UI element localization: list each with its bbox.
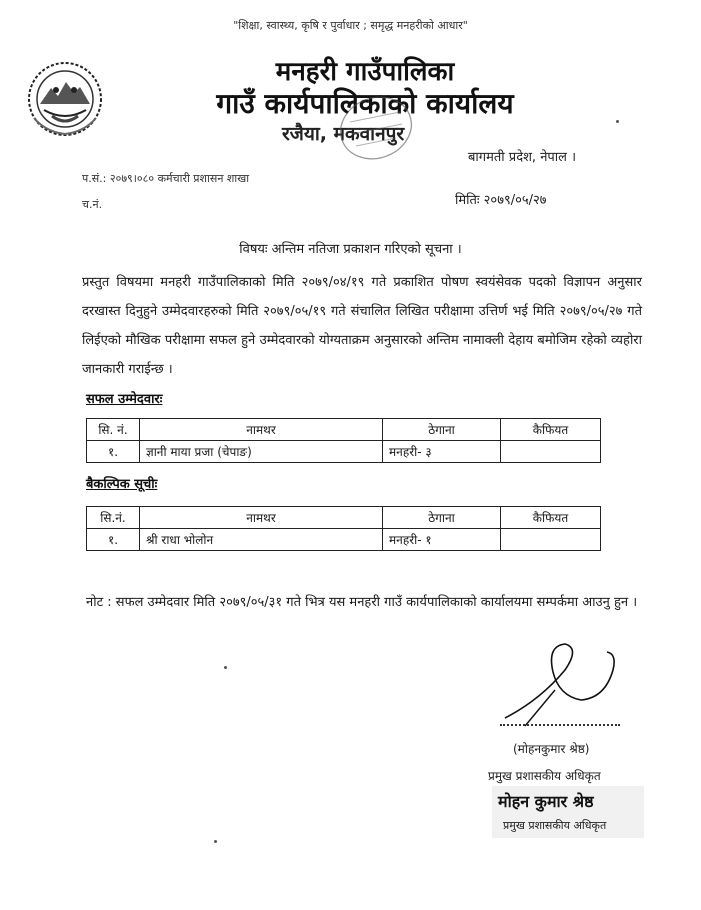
letter-date: मितिः २०७९/०५/२७ bbox=[455, 193, 547, 208]
cell-address: मनहरी- १ bbox=[383, 529, 501, 551]
cell-remarks bbox=[501, 441, 601, 463]
notice-body: प्रस्तुत विषयमा मनहरी गाउँपालिकाको मिति २०७९/०४/१९ गते प्रकाशित पोषण स्वयंसेवक पदको विज्ञापन अनुसार दरखास्त दिनुहुने उम्मेदवारहरुको मिति २०७९/०५/१९ गते संचालित लिखित परीक्षामा उत्तिर्ण भई मिति २०७९/०५/२७ गते लिईएको मौखिक परीक्षामा सफल हुने उम्मेदवारको योग्यताक्रम अनुसारको अन्तिम नामाक्ली देहाय बमोजिम रहेको व्यहोरा जानकारी गराईन्छ । bbox=[82, 275, 642, 377]
office-name: गाउँ कार्यपालिकाको कार्यालय bbox=[216, 87, 514, 120]
column-header-remarks: कैफियत bbox=[501, 507, 601, 529]
cell-serial: १. bbox=[87, 441, 140, 463]
stamp-signatory-name: मोहन कुमार श्रेष्ठ bbox=[498, 792, 594, 811]
cell-name: श्री राधा भोलोन bbox=[140, 529, 383, 551]
motto: "शिक्षा, स्वास्थ्य, कृषि र पुर्वाधार ; समृद्ध मनहरीको आधार" bbox=[233, 19, 468, 32]
cell-remarks bbox=[501, 529, 601, 551]
column-header-serial: सि.नं. bbox=[87, 507, 140, 529]
scan-speck bbox=[214, 840, 217, 843]
stamp-signatory-title: प्रमुख प्रशासकीय अधिकृत bbox=[503, 819, 607, 832]
office-location: रजैया, मकवानपुर bbox=[282, 123, 405, 145]
alternate-heading: बैकल्पिक सूचीः bbox=[86, 477, 158, 492]
scan-speck bbox=[224, 666, 227, 669]
municipality-name: मनहरी गाउँपालिका bbox=[275, 57, 455, 87]
cell-name: ज्ञानी माया प्रजा (चेपाङ) bbox=[140, 441, 383, 463]
column-header-address: ठेगाना bbox=[383, 419, 501, 441]
office-seal-stamp-icon bbox=[330, 92, 422, 164]
nepal-government-emblem-icon bbox=[26, 60, 104, 138]
scan-speck bbox=[616, 120, 619, 123]
column-header-address: ठेगाना bbox=[383, 507, 501, 529]
column-header-serial: सि. नं. bbox=[87, 419, 140, 441]
cell-serial: १. bbox=[87, 529, 140, 551]
signatory-name: (मोहनकुमार श्रेष्ठ) bbox=[513, 742, 590, 756]
signature-line bbox=[500, 724, 620, 726]
province-address: बागमती प्रदेश, नेपाल । bbox=[468, 150, 577, 165]
dispatch-number: च.नं. bbox=[82, 198, 103, 211]
notice-subject: विषयः अन्तिम नतिजा प्रकाशन गरिएको सूचना । bbox=[239, 242, 462, 257]
column-header-name: नामथर bbox=[140, 507, 383, 529]
column-header-remarks: कैफियत bbox=[501, 419, 601, 441]
table-row bbox=[87, 441, 601, 463]
successful-candidates-table bbox=[86, 418, 601, 463]
letter-number: प.सं.: २०७९।०८० कर्मचारी प्रशासन शाखा bbox=[82, 172, 250, 185]
table-header-row bbox=[87, 419, 601, 441]
table-row bbox=[87, 529, 601, 551]
column-header-name: नामथर bbox=[140, 419, 383, 441]
successful-heading: सफल उम्मेदवारः bbox=[86, 392, 163, 407]
cell-address: मनहरी- ३ bbox=[383, 441, 501, 463]
notice-note: नोट : सफल उम्मेदवार मिति २०७९/०५/३१ गते भित्र यस मनहरी गाउँ कार्यपालिकाको कार्यालयमा सम्पर्कमा आउनु हुन । bbox=[86, 595, 638, 610]
table-header-row bbox=[87, 507, 601, 529]
signatory-title: प्रमुख प्रशासकीय अधिकृत bbox=[488, 769, 601, 783]
alternate-candidates-table bbox=[86, 506, 601, 551]
